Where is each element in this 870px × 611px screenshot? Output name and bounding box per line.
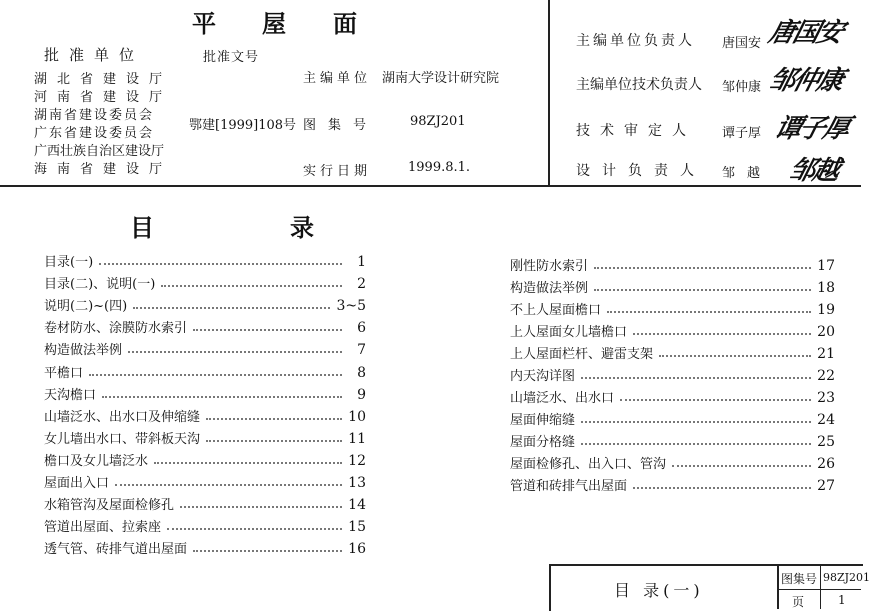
toc-entry-title: 说明(二)~(四) (44, 299, 128, 315)
toc-entry-title: 屋面检修孔、出入口、管沟 (510, 457, 667, 472)
toc-entry (44, 250, 366, 270)
approval-number: 鄂建[1999]108号 (189, 118, 297, 133)
toc-leader-dots (672, 465, 811, 467)
toc-entry-title: 上人屋面女儿墙檐口 (510, 325, 628, 340)
toc-entry (44, 515, 366, 535)
approval-unit-label: 批准单位 (44, 46, 145, 64)
toc-title-char: 目 (130, 213, 154, 242)
toc-entry-page: 3~5 (336, 298, 366, 315)
toc-entry-title: 檐口及女儿墙泛水 (44, 453, 149, 469)
toc-entry (44, 338, 366, 358)
toc-entry-title: 构造做法举例 (510, 281, 589, 296)
toc-leader-dots (206, 418, 342, 420)
title-block-atlas-label: 图集号 (781, 572, 818, 586)
toc-entry-page: 18 (817, 280, 835, 296)
toc-leader-dots (161, 285, 342, 287)
toc-entry-title: 屋面分格缝 (510, 435, 576, 450)
toc-entry-page: 15 (348, 519, 366, 536)
toc-entry (44, 294, 366, 314)
signature: 邹越 (785, 156, 842, 186)
toc-entry-page: 13 (348, 475, 366, 491)
toc-leader-dots (581, 443, 811, 445)
toc-entry (44, 493, 366, 513)
title-block-page-value: 1 (838, 593, 846, 607)
toc-entry-title: 不上人屋面檐口 (510, 303, 602, 318)
toc-leader-dots (581, 377, 811, 379)
toc-entry-page: 12 (348, 452, 366, 469)
toc-entry (44, 361, 366, 381)
toc-leader-dots (607, 311, 811, 313)
responsible-name: 邹越 (722, 166, 773, 181)
toc-entry-page: 6 (357, 320, 366, 337)
approval-unit: 湖北省建设厅 (34, 72, 173, 87)
toc-leader-dots (167, 528, 342, 530)
title-block-divider (820, 564, 821, 609)
field-label-atlas: 图集号 (303, 118, 379, 133)
toc-leader-dots (133, 307, 330, 309)
toc-entry (510, 386, 835, 406)
toc-entry-page: 14 (348, 497, 366, 514)
field-value-date: 1999.8.1. (408, 160, 471, 175)
toc-entry-page: 16 (348, 541, 366, 558)
toc-entry-title: 水箱管沟及屋面检修孔 (44, 498, 175, 514)
toc-entry-page: 24 (817, 412, 835, 428)
toc-entry-title: 管道和砖排气出屋面 (510, 479, 628, 494)
toc-entry-title: 平檐口 (44, 365, 84, 381)
toc-entry-title: 刚性防水索引 (510, 259, 589, 274)
toc-entry-page: 19 (817, 302, 835, 318)
title-block-atlas-value: 98ZJ201 (823, 571, 870, 584)
signature: 谭子厚 (771, 114, 852, 144)
toc-entry (510, 408, 835, 428)
toc-entry-page: 7 (357, 342, 366, 359)
responsible-role: 技术审定人 (576, 123, 696, 139)
toc-entry-page: 23 (817, 390, 835, 406)
toc-entry (510, 430, 835, 450)
toc-entry-title: 屋面伸缩缝 (510, 413, 576, 428)
toc-entry-title: 透气管、砖排气道出屋面 (44, 542, 188, 558)
toc-leader-dots (633, 487, 811, 489)
toc-entry-title: 卷材防水、涂膜防水索引 (44, 321, 188, 337)
header-title-char: 平 (192, 9, 216, 38)
toc-leader-dots (594, 289, 811, 291)
toc-leader-dots (180, 506, 342, 508)
toc-entry (44, 272, 366, 292)
toc-entry-page: 20 (817, 324, 835, 340)
responsible-name: 唐国安 (722, 36, 762, 51)
toc-entry-title: 构造做法举例 (44, 343, 123, 359)
toc-leader-dots (99, 263, 342, 265)
toc-entry-title: 天沟檐口 (44, 387, 97, 403)
toc-entry (510, 276, 835, 296)
signature: 唐国安 (765, 18, 846, 48)
toc-entry (44, 427, 366, 447)
toc-leader-dots (154, 462, 342, 464)
responsible-role: 主编单位技术负责人 (576, 77, 702, 93)
toc-entry (44, 471, 366, 491)
field-label-editor: 主编单位 (303, 71, 372, 86)
toc-entry-page: 10 (348, 408, 366, 425)
header-bottom-rule (0, 185, 861, 187)
toc-leader-dots (206, 440, 342, 442)
toc-entry-page: 17 (817, 258, 835, 274)
responsible-role: 设计负责人 (576, 163, 706, 179)
toc-leader-dots (193, 550, 342, 552)
title-block-name: 目 录(一) (614, 581, 704, 600)
header-title-char: 面 (333, 9, 357, 38)
toc-entry (510, 342, 835, 362)
header-title-char: 屋 (262, 9, 286, 38)
toc-entry-page: 1 (357, 254, 366, 270)
toc-leader-dots (193, 329, 342, 331)
toc-entry (44, 316, 366, 336)
toc-leader-dots (102, 396, 342, 398)
toc-entry (510, 452, 835, 472)
responsible-name: 邹仲康 (722, 80, 762, 95)
toc-entry (510, 298, 835, 318)
toc-entry-page: 22 (817, 368, 835, 384)
responsible-name: 谭子厚 (722, 126, 762, 141)
field-label-date: 实行日期 (303, 164, 372, 179)
toc-entry (510, 474, 835, 494)
approval-doc-label: 批准文号 (203, 50, 260, 65)
toc-leader-dots (128, 351, 342, 353)
toc-entry-page: 21 (817, 346, 835, 362)
toc-entry-title: 内天沟详图 (510, 369, 576, 384)
title-block-page-label: 页 (792, 595, 805, 609)
field-value-editor: 湖南大学设计研究院 (382, 71, 500, 86)
approval-unit: 广西壮族自治区建设厅 (34, 144, 165, 159)
toc-entry-title: 管道出屋面、拉索座 (44, 520, 162, 536)
toc-entry-title: 山墙泛水、出水口 (510, 391, 615, 406)
toc-entry (44, 383, 366, 403)
approval-unit: 河南省建设厅 (34, 90, 173, 105)
toc-entry-title: 女儿墙出水口、带斜板天沟 (44, 431, 201, 447)
toc-entry (510, 364, 835, 384)
toc-entry (44, 449, 366, 469)
approval-unit: 海南省建设厅 (34, 162, 173, 177)
toc-entry-title: 目录(二)、说明(一) (44, 277, 156, 293)
title-block-divider (777, 564, 779, 609)
toc-entry (510, 254, 835, 274)
toc-entry-page: 9 (357, 386, 366, 403)
toc-entry (44, 537, 366, 557)
toc-entry-page: 11 (348, 430, 366, 447)
toc-title-char: 录 (290, 213, 314, 242)
toc-entry-title: 上人屋面栏杆、避雷支架 (510, 347, 654, 362)
toc-leader-dots (633, 333, 811, 335)
toc-entry-page: 8 (357, 364, 366, 381)
toc-leader-dots (115, 484, 342, 486)
field-value-atlas: 98ZJ201 (410, 114, 466, 129)
toc-leader-dots (581, 421, 811, 423)
toc-entry-title: 山墙泛水、出水口及伸缩缝 (44, 409, 201, 425)
toc-entry-page: 2 (357, 276, 366, 293)
toc-leader-dots (620, 399, 811, 401)
header-divider (548, 0, 550, 186)
toc-entry (510, 320, 835, 340)
responsible-role: 主编单位负责人 (576, 33, 695, 49)
toc-leader-dots (594, 267, 811, 269)
toc-leader-dots (89, 374, 342, 376)
toc-entry-page: 27 (817, 478, 835, 494)
signature: 邹仲康 (765, 66, 846, 96)
toc-entry-page: 25 (817, 434, 835, 450)
approval-unit: 广东省建设委员会 (34, 126, 155, 141)
toc-leader-dots (659, 355, 811, 357)
toc-entry-page: 26 (817, 456, 835, 472)
toc-entry-title: 屋面出入口 (44, 476, 110, 491)
approval-unit: 湖南省建设委员会 (34, 108, 155, 123)
toc-entry (44, 405, 366, 425)
toc-entry-title: 目录(一) (44, 255, 94, 270)
